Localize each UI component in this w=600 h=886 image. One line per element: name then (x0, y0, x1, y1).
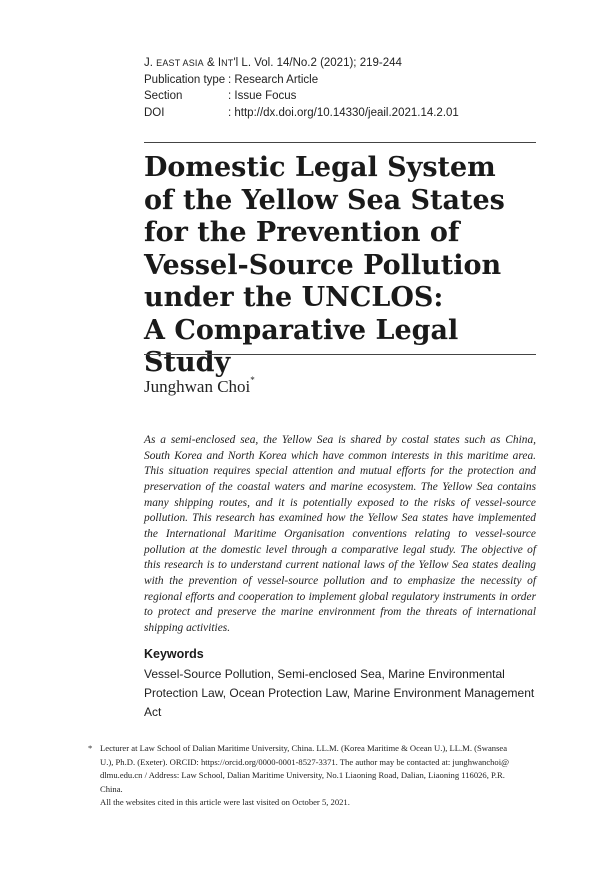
section-label: Section (144, 90, 183, 102)
author-footnote-mark[interactable]: * (250, 375, 255, 386)
doi-link[interactable]: : http://dx.doi.org/10.14330/jeail.2021.14.2.01 (228, 106, 459, 119)
journal-citation (144, 55, 459, 72)
journal-prefix: J. (144, 57, 157, 69)
footnote-text (100, 742, 536, 810)
footnote-line-4: China. (100, 783, 123, 794)
title-line-4: Vessel-Source Pollution (144, 249, 502, 281)
doi-label: DOI (144, 106, 165, 119)
title-line-3: for the Prevention of (144, 217, 460, 248)
section-row (144, 88, 459, 105)
footnote-line-5: All the websites cited in this article were last visited on October 5, 2021. (100, 797, 350, 808)
title-line-2: of the Yellow Sea States (144, 184, 505, 216)
footnote-line-2: U.), Ph.D. (Exeter). ORCID: https://orcid.org/0000-0001-8527-3371. The author may be contacted at: junghwanchoi@ (100, 756, 510, 767)
title-line-1: Domestic Legal System (144, 152, 496, 183)
journal-name-smallcaps: EAST ASIA (156, 58, 204, 68)
author-footnote (88, 742, 536, 810)
journal-intl-smallcaps: NT (221, 58, 234, 68)
title-line-5: under the UNCLOS: (144, 282, 444, 313)
author-name: Junghwan Choi (144, 377, 251, 396)
title-rule-bottom (144, 354, 536, 355)
journal-amp: & (203, 57, 218, 69)
keywords-heading: Keywords (144, 647, 204, 661)
section-value: : Issue Focus (228, 90, 297, 102)
doi-row (144, 105, 459, 122)
footnote-line-3: dlmu.edu.cn / Address: Law School, Dalian Maritime University, No.1 Liaoning Road, Dalian, Liaoning 116026, P.R. (100, 770, 505, 781)
pub-type-label: Publication type (144, 73, 226, 86)
abstract: As a semi-enclosed sea, the Yellow Sea is shared by costal states such as China, South Korea and North Korea which have common interests in this maritime area. This situation requires special attention and mutual efforts for the protection and preservation of the coastal waters and marine ecosystem. The Yellow Sea contains many shipping routes, and it is potentially exposed to the risks of vessel-source pollution. This research has examined how the Yellow Sea states have implemented the International Maritime Organisation conventions relating to vessel-source pollution at the domestic level through a comparative legal study. The objective of this research is to understand current national laws of the Yellow Sea states dealing with the prevention of vessel-source pollution and to emphasize the necessity of regional efforts and cooperation to implement global regulatory instruments in order to protect and preserve the marine environment from the threats of international shipping activities. (144, 434, 536, 634)
keywords-list: Vessel-Source Pollution, Semi-enclosed Sea, Marine Environmental Protection Law, Ocean Protection Law, Marine Environment Management Act (144, 667, 535, 719)
author (144, 377, 255, 397)
pub-type-row (144, 72, 459, 89)
article-meta (144, 55, 459, 121)
article-title (144, 152, 544, 380)
footnote-mark: * (88, 743, 93, 753)
pub-type-value: : Research Article (228, 73, 319, 86)
footnote-line-1: Lecturer at Law School of Dalian Maritime University, China. LL.M. (Korea Maritime & Ocean U.), LL.M. (Swansea (100, 743, 508, 753)
title-line-6: A Comparative Legal Study (144, 314, 459, 378)
journal-volume: 'l L. Vol. 14/No.2 (2021); 219-244 (233, 57, 402, 69)
title-rule-top (144, 142, 536, 143)
journal-intl-initial: I (217, 57, 222, 69)
